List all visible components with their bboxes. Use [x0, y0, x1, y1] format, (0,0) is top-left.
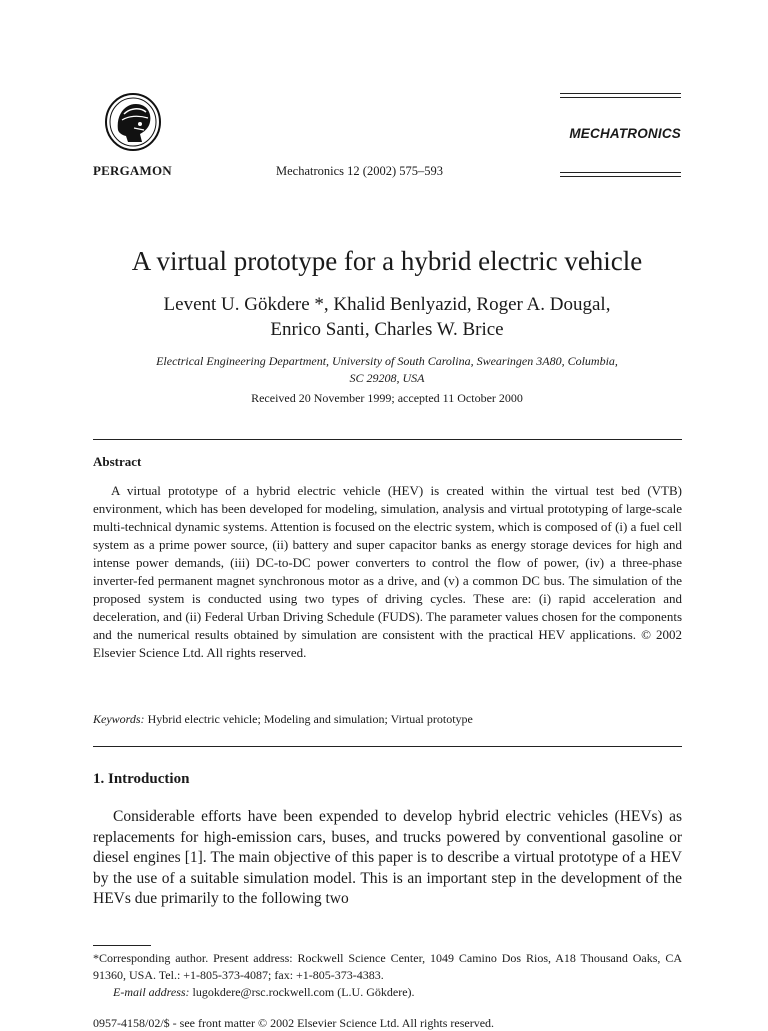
abstract-top-rule	[93, 439, 682, 440]
introduction-text: Considerable efforts have been expended to develop hybrid electric vehicles (HEVs) as replacements for high-emission cars, buses, and trucks powered by conventional gasoline or diesel engines [1]. The main objective of this paper is to describe a virtual prototype of a HEV by the use of a suitable simulation model. This is an important step in the development of the HEVs due primarily to the following two	[93, 808, 682, 907]
header-rule	[560, 176, 681, 177]
received-dates: Received 20 November 1999; accepted 11 October 2000	[251, 391, 523, 405]
article-title: A virtual prototype for a hybrid electric vehicle	[131, 246, 643, 276]
email-label: E-mail address:	[113, 985, 190, 999]
keywords-list: Hybrid electric vehicle; Modeling and simulation; Virtual prototype	[147, 712, 473, 726]
copyright-line: 0957-4158/02/$ - see front matter © 2002 Elsevier Science Ltd. All rights reserved.	[93, 1016, 495, 1030]
abstract-text: A virtual prototype of a hybrid electric vehicle (HEV) is created within the virtual test bed (VTB) environment, which has been developed for modeling, simulation, analysis and virtual prototyping of large-scale multi-technical dynamic systems. Attention is focused on the electric system, which is composed of (i) a fuel cell system as a prime power source, (ii) battery and super capacitor banks as energy storage devices for high and intense power demands, (iii) DC-to-DC power converters to control the flow of power, (iv) a three-phase inverter-fed permanent magnet synchronous motor as a drive, and (v) a common DC bus. The simulation of the proposed system is conducted using two types of driving cycles. These are: (i) rapid acceleration and deceleration, and (ii) Federal Urban Driving Schedule (FUDS). The parameter values chosen for the components and the numerical results obtained by simulation are consistent with the practical HEV applications. © 2002 Elsevier Science Ltd. All rights reserved.	[93, 483, 682, 660]
footnote-rule	[93, 945, 151, 946]
section-heading: 1. Introduction	[93, 771, 190, 787]
abstract-bottom-rule	[93, 746, 682, 747]
email-address: lugokdere@rsc.rockwell.com (L.U. Gökdere).	[192, 985, 415, 999]
affiliation-line-1: Electrical Engineering Department, University of South Carolina, Swearingen 3A80, Columbia,	[156, 354, 618, 368]
header-rule	[560, 172, 681, 173]
journal-name: MECHATRONICS	[569, 126, 681, 141]
keywords	[93, 712, 473, 727]
abstract-heading: Abstract	[93, 454, 142, 469]
footnote-email	[113, 985, 415, 1000]
authors-line-1: Levent U. Gökdere *, Khalid Benlyazid, Roger A. Dougal,	[163, 294, 611, 315]
affiliation-line-2: SC 29208, USA	[349, 371, 425, 385]
author-list	[80, 292, 694, 342]
publisher-name: PERGAMON	[93, 163, 172, 178]
header-rule	[560, 97, 681, 98]
pergamon-helmeted-head-icon	[104, 92, 162, 152]
journal-citation: Mechatronics 12 (2002) 575–593	[276, 164, 443, 178]
authors-line-2: Enrico Santi, Charles W. Brice	[270, 319, 504, 340]
affiliation	[110, 353, 664, 387]
footnote-text: *Corresponding author. Present address: Rockwell Science Center, 1049 Camino Dos Rios, A18 Thousand Oaks, CA 91360, USA. Tel.: +1-805-373-4087; fax: +1-805-373-4383.	[93, 951, 682, 982]
keywords-label: Keywords:	[93, 712, 145, 726]
header-rule	[560, 93, 681, 94]
